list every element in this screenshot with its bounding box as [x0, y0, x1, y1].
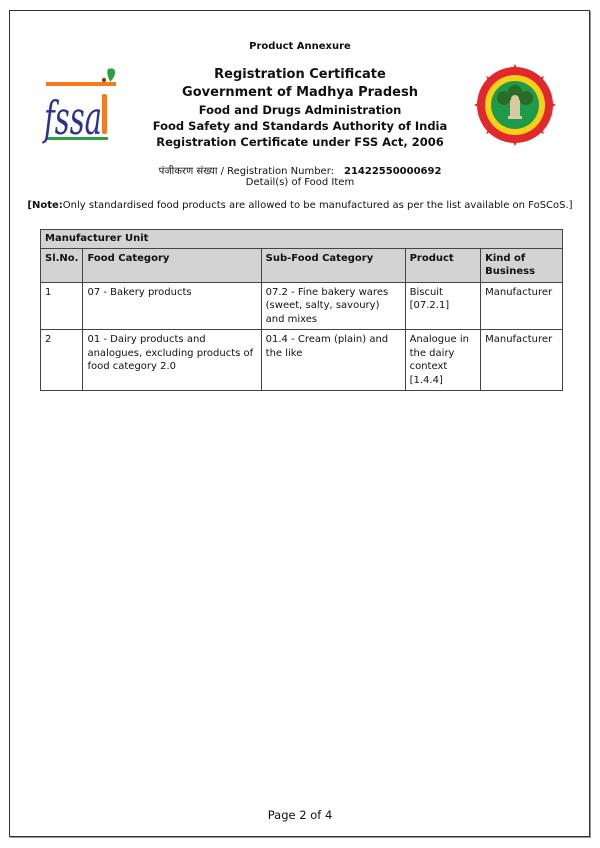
annexure-title: Product Annexure	[249, 41, 351, 52]
header-line-2: Government of Madhya Pradesh	[182, 85, 418, 100]
cell-product: Analogue in the dairy context [1.4.4]	[405, 330, 481, 391]
note-close-bracket: ]	[568, 200, 573, 211]
cell-kind-of-business: Manufacturer	[481, 330, 563, 391]
column-header-sl-no: Sl.No.	[41, 248, 83, 282]
column-header-food-category: Food Category	[83, 248, 261, 282]
note-text: Only standardised food products are allowed to be manufactured as per the list available on FoSCoS.	[62, 200, 569, 211]
cell-product: Biscuit [07.2.1]	[405, 282, 481, 330]
registration-number: 21422550000692	[344, 166, 442, 177]
svg-text:fssa: fssa	[42, 91, 102, 145]
column-header-product: Product	[405, 248, 481, 282]
column-header-sub-food-category: Sub-Food Category	[261, 248, 405, 282]
certificate-header	[0, 66, 600, 150]
registration-label: पंजीकरण संख्या / Registration Number:	[158, 166, 335, 177]
cell-sl-no: 1	[41, 282, 83, 330]
header-line-1: Registration Certificate	[214, 67, 386, 82]
note-open-bracket: [	[27, 200, 32, 211]
note-prefix: Note:	[31, 200, 63, 211]
header-line-3: Food and Drugs Administration	[198, 103, 402, 117]
manufacturer-unit-table	[40, 229, 563, 391]
cell-sub-food-category: 01.4 - Cream (plain) and the like	[261, 330, 405, 391]
header-line-5: Registration Certificate under FSS Act, 2006	[156, 135, 444, 149]
detail-heading: Detail(s) of Food Item	[245, 177, 355, 188]
section-title: Manufacturer Unit	[41, 230, 563, 249]
cell-food-category: 07 - Bakery products	[83, 282, 261, 330]
cell-food-category: 01 - Dairy products and analogues, excluding products of food category 2.0	[83, 330, 261, 391]
registration-line	[0, 163, 600, 177]
cell-sub-food-category: 07.2 - Fine bakery wares (sweet, salty, savoury) and mixes	[261, 282, 405, 330]
note	[0, 200, 600, 211]
header-line-4: Food Safety and Standards Authority of India	[152, 119, 448, 133]
page-number: Page 2 of 4	[267, 808, 333, 822]
cell-sl-no: 2	[41, 330, 83, 391]
table-row	[41, 330, 563, 391]
cell-kind-of-business: Manufacturer	[481, 282, 563, 330]
table-row	[41, 282, 563, 330]
column-header-kind-of-business: Kind of Business	[481, 248, 563, 282]
